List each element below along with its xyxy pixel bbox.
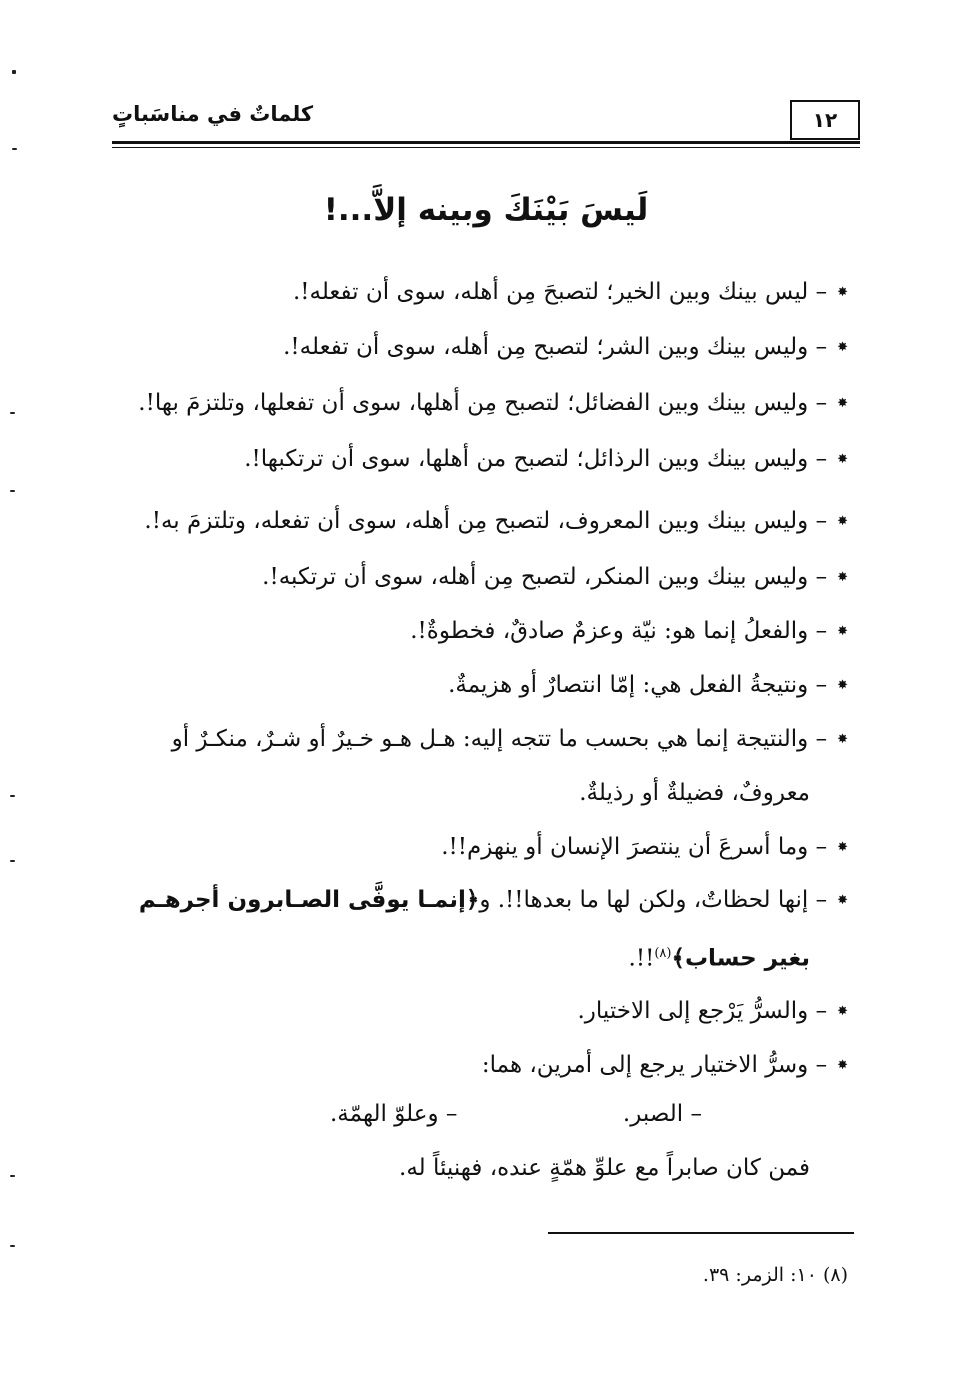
header-rule-thick xyxy=(112,141,860,144)
paragraph-line: ✸– وليس بينك وبين المنكر، لتصبح مِن أهله، سوى أن ترتكبه!. xyxy=(262,564,848,590)
paragraph-line: ✸– وما أسرعَ أن ينتصرَ الإنسان أو ينهزم!!. xyxy=(441,834,848,860)
paragraph-line: ✸– ليس بينك وبين الخير؛ لتصبحَ مِن أهله، سوى أن تفعله!. xyxy=(292,279,848,305)
paragraph-line-continuation: معروفٌ، فضيلةٌ أو رذيلةٌ. xyxy=(579,780,810,806)
header-rule-thin xyxy=(112,147,860,148)
asterisk-bullet-icon: ✸ xyxy=(837,840,848,855)
scan-speck xyxy=(10,412,15,414)
paragraph-line: ✸– والفعلُ إنما هو: نيّة وعزمٌ صادقٌ، فخطوةٌ!. xyxy=(410,618,848,644)
asterisk-bullet-icon: ✸ xyxy=(837,624,848,639)
running-title: كلماتٌ في مناسَباتٍ xyxy=(112,102,314,126)
choices-row xyxy=(330,1098,702,1130)
paragraph-line: ✸– وليس بينك وبين المعروف، لتصبح مِن أهله، سوى أن تفعله، وتلتزمَ به!. xyxy=(144,508,848,534)
scan-speck xyxy=(10,795,15,797)
scan-speck xyxy=(10,860,15,862)
footnote: (٨) ١٠: الزمر: ٣٩. xyxy=(702,1264,848,1286)
scan-speck xyxy=(12,70,16,74)
choice-patience: – الصبر. xyxy=(622,1101,702,1127)
asterisk-bullet-icon: ✸ xyxy=(837,732,848,747)
footnote-marker: (٨) xyxy=(654,946,672,961)
page-header xyxy=(112,100,860,144)
scan-speck xyxy=(10,1245,15,1247)
scan-speck xyxy=(12,148,17,150)
asterisk-bullet-icon: ✸ xyxy=(837,1004,848,1019)
asterisk-bullet-icon: ✸ xyxy=(837,285,848,300)
footnote-rule xyxy=(548,1232,854,1234)
paragraph-line: ✸– والسرُّ يَرْجع إلى الاختيار. xyxy=(577,998,848,1024)
paragraph-line-continuation: بغير حساب﴾$^{(٨)}$!!. xyxy=(628,945,810,972)
paragraph-line: فمن كان صابراً مع علوِّ همّةٍ عنده، فهنيئاً له. xyxy=(399,1155,810,1181)
paragraph-line: ✸– وليس بينك وبين الشر؛ لتصبح مِن أهله، سوى أن تفعله!. xyxy=(283,334,848,360)
choice-high-aspiration: – وعلوّ الهمّة. xyxy=(330,1101,458,1127)
asterisk-bullet-icon: ✸ xyxy=(837,570,848,585)
asterisk-bullet-icon: ✸ xyxy=(837,452,848,467)
paragraph-line: ✸– وليس بينك وبين الفضائل؛ لتصبح مِن أهلها، سوى أن تفعلها، وتلتزمَ بها!. xyxy=(138,390,848,416)
quran-verse: ﴿إنمـا يوفَّى الصـابرون أجرهـم xyxy=(138,887,480,913)
paragraph-line: ✸– وليس بينك وبين الرذائل؛ لتصبح من أهلها، سوى أن ترتكبها!. xyxy=(244,446,848,472)
asterisk-bullet-icon: ✸ xyxy=(837,514,848,529)
page-number-box: ١٢ xyxy=(790,100,860,140)
asterisk-bullet-icon: ✸ xyxy=(837,893,848,908)
scan-speck xyxy=(10,1175,15,1177)
asterisk-bullet-icon: ✸ xyxy=(837,340,848,355)
paragraph-line: ✸– إنها لحظاتٌ، ولكن لها ما بعدها!!. و﴿إنمـا يوفَّى الصـابرون أجرهـم xyxy=(138,887,848,913)
asterisk-bullet-icon: ✸ xyxy=(837,678,848,693)
section-title: لَيسَ بَيْنَكَ وبينه إلاَّ...! xyxy=(323,192,649,228)
paragraph-line: ✸– ونتيجةُ الفعل هي: إمّا انتصارٌ أو هزيمةٌ. xyxy=(448,672,848,698)
paragraph-line: ✸– والنتيجة إنما هي بحسب ما تتجه إليه: هـل هـو خـيرٌ أو شـرٌ، منكـرٌ أو xyxy=(171,726,848,752)
asterisk-bullet-icon: ✸ xyxy=(837,1058,848,1073)
paragraph-line: ✸– وسرُّ الاختيار يرجع إلى أمرين، هما: xyxy=(481,1052,848,1078)
asterisk-bullet-icon: ✸ xyxy=(837,396,848,411)
scan-speck xyxy=(10,490,15,492)
quran-verse-end: بغير حساب﴾ xyxy=(671,945,810,972)
